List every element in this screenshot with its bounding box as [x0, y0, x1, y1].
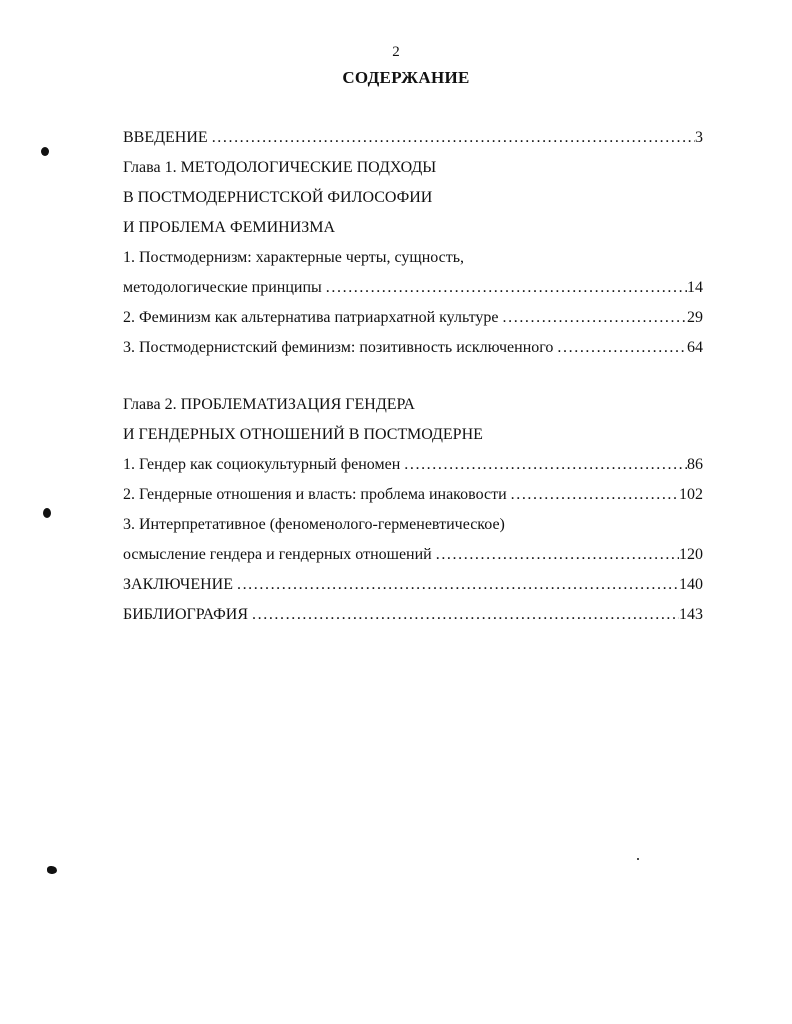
toc-entry-label: 2. Гендерные отношения и власть: проблема инаковости — [123, 486, 507, 503]
toc-entry-page: 3 — [695, 129, 703, 146]
page-number: 2 — [392, 44, 400, 60]
page-title: СОДЕРЖАНИЕ — [342, 68, 470, 87]
scan-mark — [43, 508, 51, 518]
toc-leader-dots — [237, 573, 679, 597]
toc-entry-page: 102 — [679, 486, 703, 503]
toc-entry-label: методологические принципы — [123, 279, 322, 296]
toc-entry-label: 2. Феминизм как альтернатива патриархатной культуре — [123, 309, 499, 326]
toc-entry-label: БИБЛИОГРАФИЯ — [123, 606, 249, 623]
toc-entry-page: 86 — [687, 456, 703, 473]
scan-mark — [41, 147, 49, 156]
toc-leader-dots — [404, 453, 687, 477]
toc-entry-label: 1. Гендер как социокультурный феномен — [123, 456, 401, 473]
toc-leader-dots — [326, 276, 687, 300]
chapter-2-heading-line-1: Глава 2. ПРОБЛЕМАТИЗАЦИЯ ГЕНДЕРА — [123, 396, 415, 413]
toc-entry-2-2 — [123, 483, 703, 507]
toc-entry-page: 14 — [687, 279, 703, 296]
toc-leader-dots — [557, 336, 687, 360]
toc-entry-1-3 — [123, 336, 703, 360]
toc-entry-1-1-line-1: 1. Постмодернизм: характерные черты, сущность, — [123, 249, 465, 266]
toc-leader-dots — [511, 483, 679, 507]
toc-entry-page: 140 — [679, 576, 703, 593]
toc-entry-2-3 — [123, 543, 703, 567]
scan-speck — [637, 858, 639, 860]
toc-entry-2-3-line-1: 3. Интерпретативное (феноменолого-герменевтическое) — [123, 516, 505, 533]
toc-entry-bibliography — [123, 603, 703, 627]
toc-entry-intro — [123, 126, 703, 150]
toc-leader-dots — [212, 126, 695, 150]
toc-entry-1-1 — [123, 276, 703, 300]
toc-entry-page: 120 — [679, 546, 703, 563]
toc-entry-label: ВВЕДЕНИЕ — [123, 129, 208, 146]
toc-entry-page: 29 — [687, 309, 703, 326]
chapter-1-heading-line-2: В ПОСТМОДЕРНИСТСКОЙ ФИЛОСОФИИ — [123, 189, 433, 206]
toc-entry-label: ЗАКЛЮЧЕНИЕ — [123, 576, 233, 593]
toc-entry-conclusion — [123, 573, 703, 597]
toc-entry-page: 143 — [679, 606, 703, 623]
toc-entry-label: 3. Постмодернистский феминизм: позитивность исключенного — [123, 339, 554, 356]
toc-entry-page: 64 — [687, 339, 703, 356]
toc-leader-dots — [503, 306, 687, 330]
toc-entry-2-1 — [123, 453, 703, 477]
chapter-1-heading-line-3: И ПРОБЛЕМА ФЕМИНИЗМА — [123, 219, 336, 236]
toc-leader-dots — [436, 543, 679, 567]
toc-entry-1-2 — [123, 306, 703, 330]
chapter-2-heading-line-2: И ГЕНДЕРНЫХ ОТНОШЕНИЙ В ПОСТМОДЕРНЕ — [123, 426, 483, 443]
toc-entry-label: осмысление гендера и гендерных отношений — [123, 546, 432, 563]
chapter-1-heading-line-1: Глава 1. МЕТОДОЛОГИЧЕСКИЕ ПОДХОДЫ — [123, 159, 437, 176]
toc-leader-dots — [252, 603, 679, 627]
scan-mark — [47, 866, 57, 874]
